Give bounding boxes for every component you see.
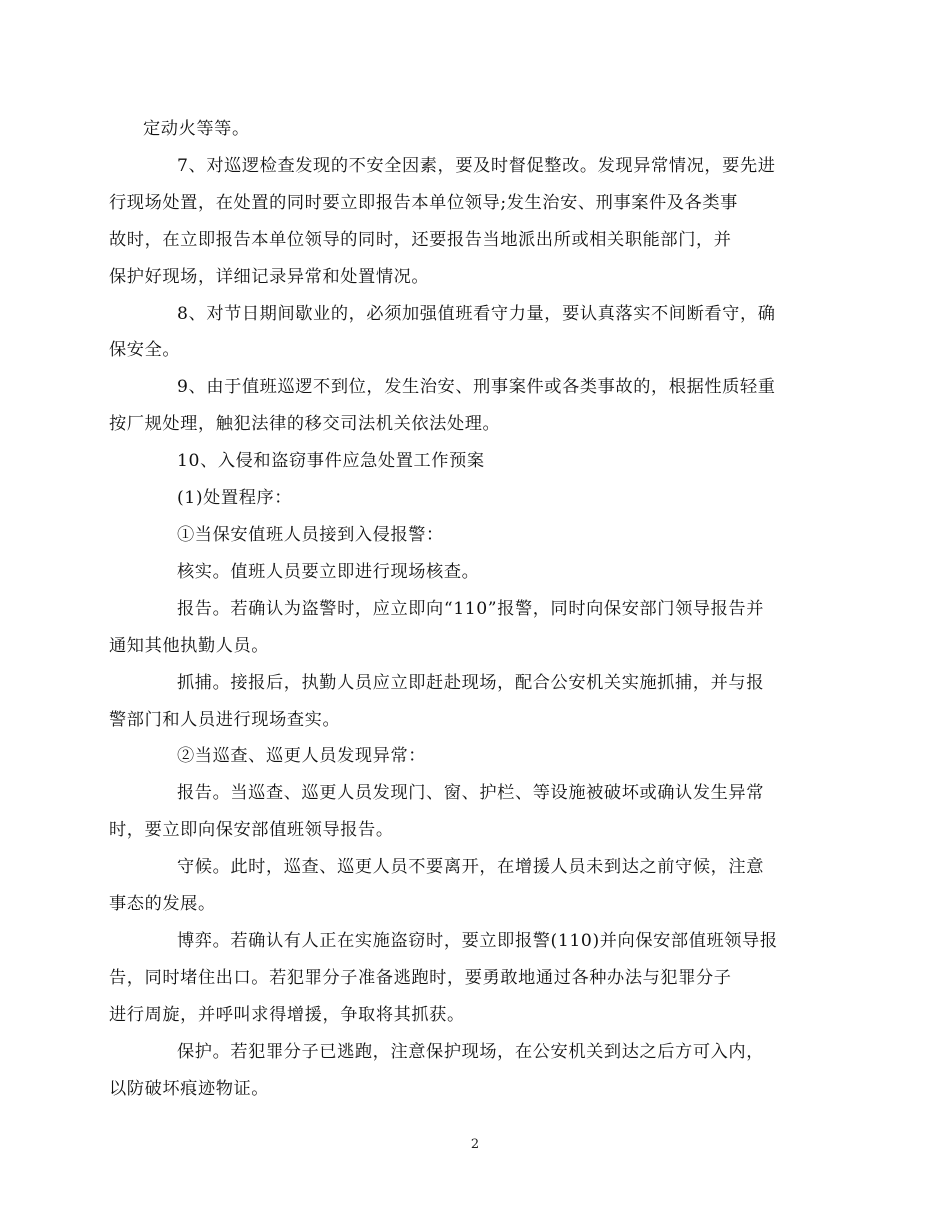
paragraph	[109, 591, 809, 665]
text-line: 保护。若犯罪分子已逃跑，注意保护现场，在公安机关到达之后方可入内，	[177, 1041, 764, 1062]
text-line: 保安全。	[109, 340, 181, 361]
text-line: 定动火等等。	[143, 119, 250, 139]
paragraph	[143, 738, 809, 775]
text-line: 10、入侵和盗窃事件应急处置工作预案	[177, 451, 485, 472]
text-line: 警部门和人员进行现场查实。	[109, 709, 341, 730]
text-line: ②当巡查、巡更人员发现异常：	[177, 746, 427, 767]
text-line: 进行周旋，并呼叫求得增援，争取将其抓获。	[109, 1004, 465, 1025]
text-line: 守候。此时，巡查、巡更人员不要离开，在增援人员未到达之前守候，注意	[177, 857, 764, 878]
text-line: ①当保安值班人员接到入侵报警：	[177, 524, 444, 545]
paragraph	[143, 554, 809, 591]
paragraph	[143, 480, 809, 517]
paragraph	[143, 517, 809, 554]
paragraph	[109, 369, 809, 443]
paragraph	[109, 148, 809, 296]
paragraph	[109, 1034, 809, 1108]
paragraph	[109, 923, 809, 1034]
paragraph	[109, 775, 809, 849]
text-line: 保护好现场，详细记录异常和处置情况。	[109, 266, 430, 287]
text-line: 通知其他执勤人员。	[109, 635, 270, 656]
page-number: 2	[470, 1137, 480, 1152]
text-line: 按厂规处理，触犯法律的移交司法机关依法处理。	[109, 414, 501, 435]
paragraph	[143, 111, 809, 148]
text-line: 博弈。若确认有人正在实施盗窃时，要立即报警(110)并向保安部值班领导报	[177, 930, 778, 951]
text-line: (1)处置程序：	[177, 488, 293, 509]
paragraph	[143, 443, 809, 480]
text-line: 以防破坏痕迹物证。	[109, 1078, 270, 1099]
text-line: 告，同时堵住出口。若犯罪分子准备逃跑时，要勇敢地通过各种办法与犯罪分子	[109, 967, 732, 988]
text-line: 8、对节日期间歇业的，必须加强值班看守力量，要认真落实不间断看守，确	[177, 303, 776, 324]
paragraph	[109, 849, 809, 923]
text-line: 核实。值班人员要立即进行现场核查。	[177, 561, 480, 582]
paragraph	[109, 665, 809, 739]
document-body	[109, 111, 809, 1107]
text-line: 时，要立即向保安部值班领导报告。	[109, 820, 394, 841]
text-line: 报告。若确认为盗警时，应立即向“110”报警，同时向保安部门领导报告并	[177, 598, 765, 619]
text-line: 7、对巡逻检查发现的不安全因素，要及时督促整改。发现异常情况，要先进	[177, 155, 776, 176]
text-line: 9、由于值班巡逻不到位，发生治安、刑事案件或各类事故的，根据性质轻重	[177, 377, 776, 398]
text-line: 报告。当巡查、巡更人员发现门、窗、护栏、等设施被破坏或确认发生异常	[177, 783, 764, 804]
text-line: 故时，在立即报告本单位领导的同时，还要报告当地派出所或相关职能部门，并	[109, 229, 732, 250]
text-line: 事态的发展。	[109, 894, 216, 915]
paragraph	[109, 296, 809, 370]
text-line: 行现场处置，在处置的同时要立即报告本单位领导;发生治安、刑事案件及各类事	[109, 192, 738, 213]
text-line: 抓捕。接报后，执勤人员应立即赶赴现场，配合公安机关实施抓捕，并与报	[177, 672, 764, 693]
